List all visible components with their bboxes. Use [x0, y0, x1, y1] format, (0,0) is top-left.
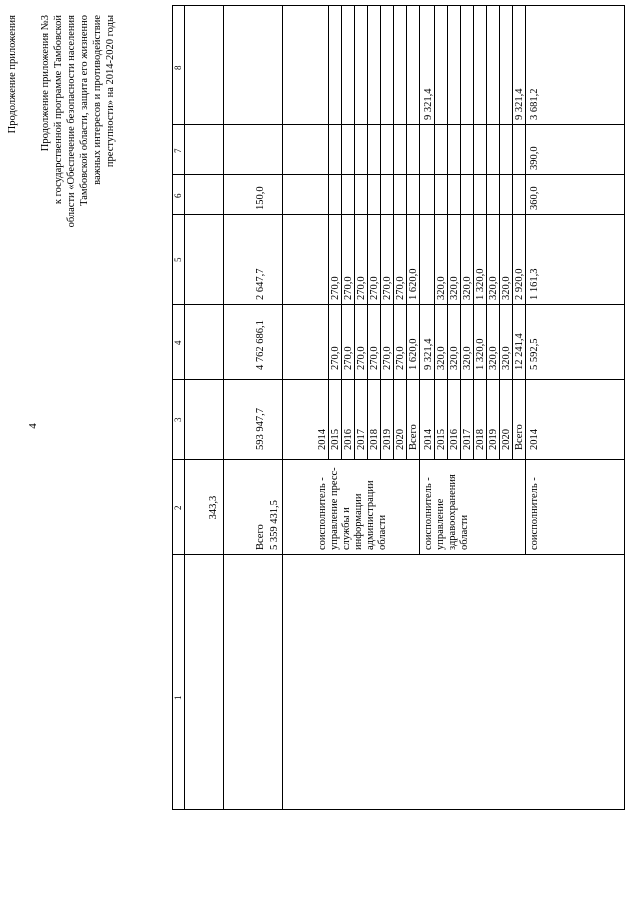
year-cell: 2017: [356, 429, 367, 450]
total-col5: 593 947,7: [255, 408, 266, 450]
value-cell: 1 320,0: [475, 338, 486, 370]
total-col7: 2 647,7: [255, 268, 266, 300]
value-cell: 270,0: [369, 346, 380, 370]
value-cell: 3 681,2: [529, 88, 540, 120]
value-cell: 270,0: [382, 276, 393, 300]
executor-block1: администрации: [365, 480, 376, 550]
value-cell: 320,0: [488, 346, 499, 370]
value-cell: 2 920,0: [514, 268, 525, 300]
value-cell: 9 321,4: [514, 88, 525, 120]
appendix-header-line: преступности» на 2014-2020 годы: [105, 15, 116, 168]
appendix-header-line: области «Обеспечение безопасности населения: [66, 15, 77, 228]
year-cell: 2018: [475, 429, 486, 450]
value-cell: 320,0: [449, 346, 460, 370]
year-cell: 2014: [423, 429, 434, 450]
value-cell: 9 321,4: [423, 88, 434, 120]
total-col8: 150,0: [255, 186, 266, 210]
executor-block1: области: [377, 514, 388, 550]
value-cell: 270,0: [343, 276, 354, 300]
column-number: 3: [173, 417, 183, 422]
column-number: 6: [173, 193, 183, 198]
appendix-header: [6, 15, 117, 285]
value-cell: 270,0: [356, 276, 367, 300]
value-cell: 270,0: [356, 346, 367, 370]
total-col6: 4 762 686,1: [255, 320, 266, 370]
column-number: 2: [173, 505, 183, 510]
value-cell: 320,0: [488, 276, 499, 300]
appendix-header-line: Продолжение приложения №3: [40, 15, 51, 152]
value-cell: 270,0: [330, 276, 341, 300]
executor-block1: службы и: [341, 507, 352, 550]
column-number: 4: [173, 340, 183, 345]
top-carry-value: 343,3: [208, 495, 219, 520]
year-cell: 2016: [449, 429, 460, 450]
year-cell: 2014: [317, 429, 328, 450]
year-cell: 2015: [330, 429, 341, 450]
value-cell: 270,0: [330, 346, 341, 370]
column-number: 8: [173, 65, 183, 70]
year-cell: 2020: [395, 429, 406, 450]
year-cell: 2019: [488, 429, 499, 450]
executor-block2: области: [459, 514, 470, 550]
budget-table: [172, 5, 625, 810]
year-cell: 2015: [436, 429, 447, 450]
value-cell: 270,0: [382, 346, 393, 370]
year-cell: 2016: [343, 429, 354, 450]
total-label: Всего: [255, 524, 266, 550]
value-cell: 1 620,0: [408, 338, 419, 370]
executor-block1: управление пресс-: [329, 467, 340, 550]
value-cell: 270,0: [395, 276, 406, 300]
value-cell: 320,0: [436, 276, 447, 300]
value-cell: 320,0: [436, 346, 447, 370]
value-cell: 390,0: [529, 146, 540, 170]
column-number: 7: [173, 148, 183, 153]
executor-block2: управление: [435, 498, 446, 550]
total-col4: 5 359 431,5: [269, 500, 280, 550]
year-cell: 2018: [369, 429, 380, 450]
year-cell: 2014: [529, 429, 540, 450]
value-cell: 320,0: [462, 276, 473, 300]
executor-block1: соисполнитель -: [317, 477, 328, 550]
year-cell: 2019: [382, 429, 393, 450]
column-number: 5: [173, 257, 183, 262]
continuation-title: Продолжение приложения: [7, 15, 18, 134]
value-cell: 320,0: [449, 276, 460, 300]
column-number: 1: [173, 695, 183, 700]
value-cell: 5 592,5: [529, 338, 540, 370]
value-cell: 1 620,0: [408, 268, 419, 300]
value-cell: 360,0: [529, 186, 540, 210]
value-cell: 1 161,3: [529, 268, 540, 300]
executor-block2: соисполнитель -: [423, 477, 434, 550]
value-cell: 1 320,0: [475, 268, 486, 300]
value-cell: 320,0: [501, 276, 512, 300]
value-cell: 270,0: [369, 276, 380, 300]
year-cell: Всего: [408, 424, 419, 450]
executor-block1: информации: [353, 493, 364, 550]
year-cell: 2017: [462, 429, 473, 450]
value-cell: 270,0: [343, 346, 354, 370]
appendix-header-line: важных интересов и противодействие: [92, 15, 103, 185]
executor-block2: здравоохранения: [447, 474, 458, 550]
appendix-header-line: Тамбовской области, защита его жизненно: [79, 15, 90, 206]
year-cell: 2020: [501, 429, 512, 450]
value-cell: 320,0: [501, 346, 512, 370]
value-cell: 270,0: [395, 346, 406, 370]
page-number: 4: [26, 423, 39, 429]
value-cell: 12 241,4: [514, 333, 525, 370]
appendix-header-line: к государственной программе Тамбовской: [53, 15, 64, 205]
value-cell: 320,0: [462, 346, 473, 370]
value-cell: 9 321,4: [423, 338, 434, 370]
executor-block3: соисполнитель -: [529, 477, 540, 550]
year-cell: Всего: [514, 424, 525, 450]
